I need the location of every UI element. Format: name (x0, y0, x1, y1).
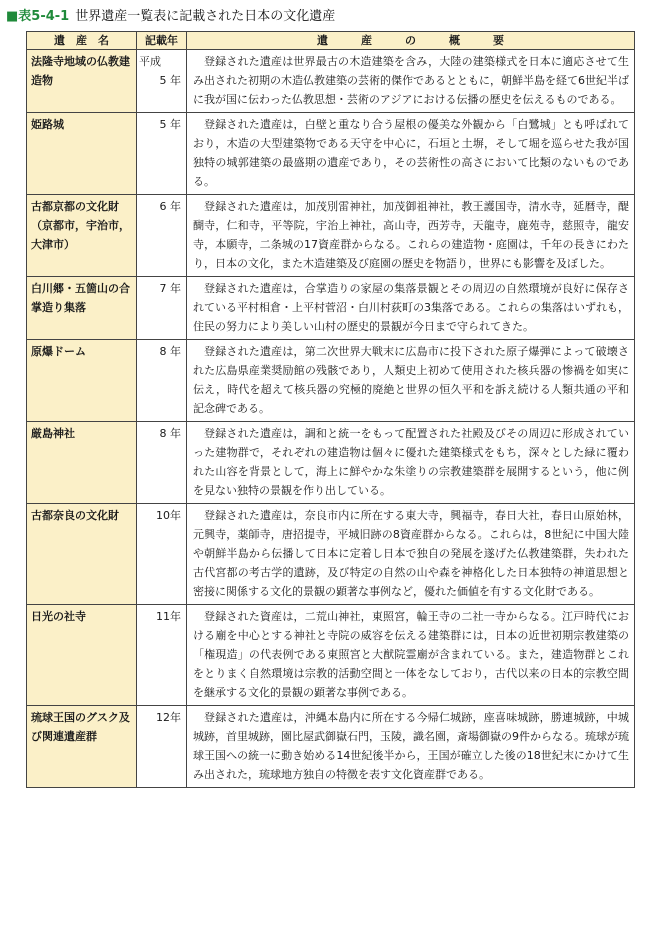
header-heritage-name: 遺 産 名 (27, 32, 137, 50)
year-cell (137, 340, 187, 422)
summary-text: 登録された資産は，二荒山神社，東照宮，輪王寺の二社一寺からなる。江戸時代における廟を中心とする神社と寺院の威容を伝える建築群には，日本の近世初期宗教建築の「権現造」の代表例である東照宮と大猷院霊廟が含まれている。また，建造物群とこれをとりまく自然環境は宗教的活動空間と一体をなしており，古代以来の日本的宗教空間を継承する文化的景観の顕著な事例である。 (193, 610, 629, 699)
summary-text: 登録された遺産は，沖縄本島内に所在する今帰仁城跡，座喜味城跡，勝連城跡，中城城跡，首里城跡，園比屋武御嶽石門，玉陵，識名園，斎場御嶽の9件からなる。琉球が琉球王国への統一に動き始める14世紀後半から，王国が確立した後の18世紀末にかけて生み出された，琉球地方独自の特徴を表す文化資産群である。 (193, 711, 629, 781)
heritage-name-cell: 琉球王国のグスク及び関連遺産群 (27, 706, 137, 788)
heritage-table (26, 31, 635, 788)
year-value: 12年 (156, 711, 181, 724)
heritage-name-cell: 法隆寺地域の仏教建造物 (27, 50, 137, 113)
year-cell (137, 504, 187, 605)
era-label: 平成 (139, 55, 161, 68)
heritage-name-cell: 日光の社寺 (27, 605, 137, 706)
table-row (27, 340, 635, 422)
year-value: 8 年 (159, 345, 181, 358)
summary-cell (187, 277, 635, 340)
summary-cell (187, 422, 635, 504)
year-value: 10年 (156, 509, 181, 522)
table-number-label: ■表5-4-1 (6, 8, 70, 24)
table-row (27, 195, 635, 277)
table-row (27, 706, 635, 788)
year-value: 11年 (156, 610, 181, 623)
summary-cell (187, 706, 635, 788)
summary-text: 登録された遺産は，調和と統一をもって配置された社殿及びその周辺に形成されていった建物群で，それぞれの建造物は個々に優れた建築様式をもち，深々とした緑に覆われた山容を背景として，海上に鮮やかな朱塗りの宗教建築群を展開するという，他に例を見ない独特の景観を作り出している。 (193, 427, 629, 497)
header-year: 記載年 (137, 32, 187, 50)
heritage-name-cell: 古都奈良の文化財 (27, 504, 137, 605)
summary-text: 登録された遺産は世界最古の木造建築を含み，大陸の建築様式を日本に適応させて生み出された初期の木造仏教建築の芸術的傑作であるとともに，朝鮮半島を経て6世紀半ばに我が国に伝わった仏教思想・芸術のアジアにおける伝播の歴史を伝えるものである。 (193, 55, 629, 106)
year-cell (137, 706, 187, 788)
table-row (27, 277, 635, 340)
heritage-name-cell: 姫路城 (27, 113, 137, 195)
summary-text: 登録された遺産は，白壁と重なり合う屋根の優美な外観から「白鷺城」とも呼ばれており，木造の大型建築物である天守を中心に，石垣と土塀，そして堀を巡らせた我が国独特の城郭建築の最盛期の遺産であり，その芸術性の高さにおいて比類のないものである。 (193, 118, 629, 188)
year-cell (137, 277, 187, 340)
year-value: 6 年 (159, 200, 181, 213)
summary-text: 登録された遺産は，加茂別雷神社，加茂御祖神社，教王護国寺，清水寺，延暦寺，醍醐寺，仁和寺，平等院，宇治上神社，高山寺，西芳寺，天龍寺，鹿苑寺，慈照寺，龍安寺，本願寺，二条城の17資産群からなる。これらの建造物・庭園は，千年の長きにわたり，日本の文化，また木造建築及び庭園の歴史を物語り，世界にも影響を及ぼした。 (193, 200, 629, 270)
year-value: 5 年 (159, 118, 181, 131)
table-row (27, 113, 635, 195)
table-caption (6, 4, 335, 24)
year-cell (137, 605, 187, 706)
table-header-row (27, 32, 635, 50)
summary-text: 登録された遺産は，合掌造りの家屋の集落景観とその周辺の自然環境が良好に保存されている平村相倉・上平村菅沼・白川村荻町の3集落である。これらの集落はいずれも，住民の努力により美しい山村の歴史的景観が今日まで守られてきた。 (193, 282, 629, 333)
summary-cell (187, 50, 635, 113)
heritage-name-cell: 厳島神社 (27, 422, 137, 504)
heritage-name-cell: 白川郷・五箇山の合掌造り集落 (27, 277, 137, 340)
year-cell (137, 422, 187, 504)
year-value: 5 年 (159, 74, 181, 87)
header-summary: 遺 産 の 概 要 (187, 32, 635, 50)
summary-cell (187, 504, 635, 605)
table-title: 世界遺産一覧表に記載された日本の文化遺産 (75, 8, 336, 24)
summary-text: 登録された遺産は，奈良市内に所在する東大寺，興福寺，春日大社，春日山原始林，元興寺，薬師寺，唐招提寺，平城旧跡の8資産群からなる。これらは，8世紀に中国大陸や朝鮮半島から伝播して日本に定着し日本で独自の発展を遂げた仏教建築群，失われた古代宮都の考古学的遺跡，及び特定の自然の山や森を神格化した日本独特の神道思想と密接に関係する文化的景観の顕著な事例など，優れた価値を有する文化財である。 (193, 509, 629, 598)
year-cell (137, 113, 187, 195)
year-cell (137, 195, 187, 277)
heritage-name-cell: 原爆ドーム (27, 340, 137, 422)
table-row (27, 50, 635, 113)
summary-text: 登録された遺産は，第二次世界大戦末に広島市に投下された原子爆弾によって破壊された広島県産業奨励館の残骸であり，人類史上初めて使用された核兵器の惨禍を如実に伝え，時代を超えて核兵器の究極的廃絶と世界の恒久平和を訴え続ける人類共通の平和記念碑である。 (193, 345, 629, 415)
summary-cell (187, 605, 635, 706)
summary-cell (187, 340, 635, 422)
table-row (27, 605, 635, 706)
summary-cell (187, 195, 635, 277)
table-row (27, 422, 635, 504)
summary-cell (187, 113, 635, 195)
year-value: 8 年 (159, 427, 181, 440)
table-row (27, 504, 635, 605)
year-value: 7 年 (159, 282, 181, 295)
heritage-name-cell: 古都京都の文化財（京都市，宇治市，大津市） (27, 195, 137, 277)
year-cell (137, 50, 187, 113)
